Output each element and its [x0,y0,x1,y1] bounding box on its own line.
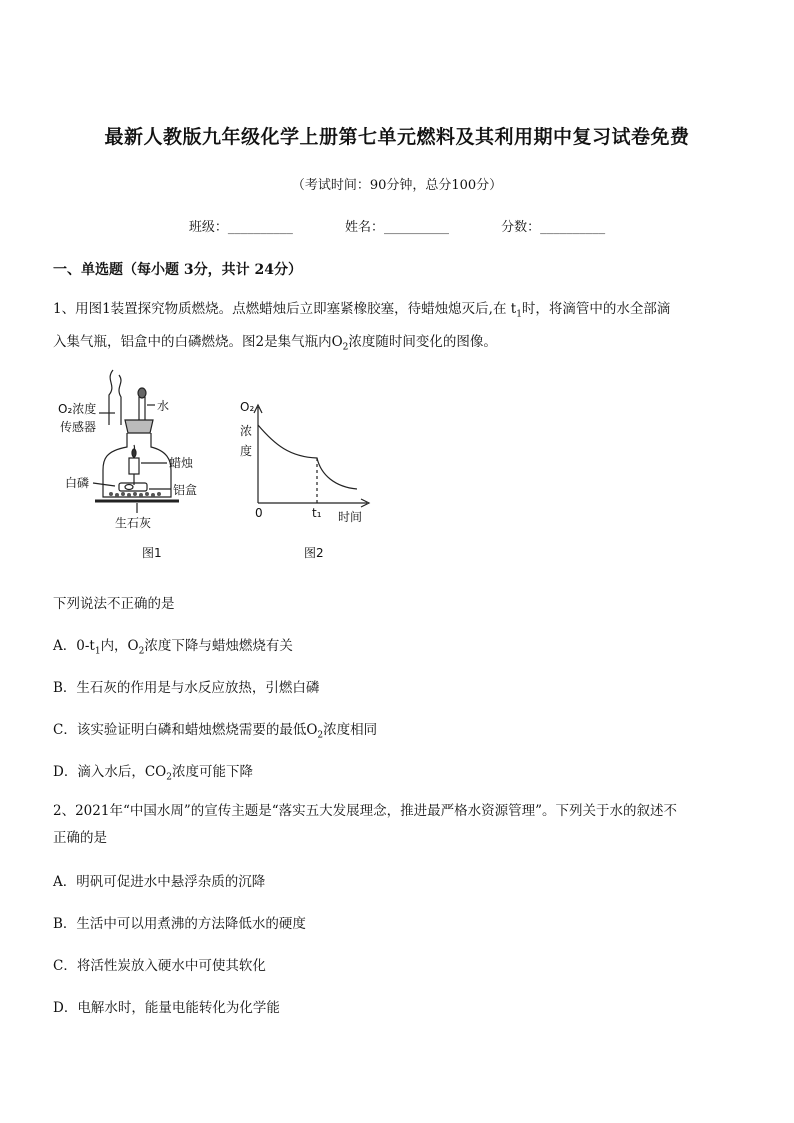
graph-origin: 0 [255,506,263,520]
apparatus-and-graph [55,365,385,565]
label-aluminum-box: 铝盒 [173,483,198,497]
o2-concentration-curve [258,425,357,489]
name-field: 姓名：__________ [344,220,449,235]
exam-subtitle: （考试时间：90分钟，总分100分） [291,178,503,193]
page-title: 最新人教版九年级化学上册第七单元燃料及其利用期中复习试卷免费 [104,126,690,148]
student-info-row [0,216,794,235]
question-2-option-c: C．将活性炭放入硬水中可使其软化 [53,958,266,974]
question-1-stem: 下列说法不正确的是 [53,596,175,612]
figure-2-graph [254,405,369,507]
graph-ylabel-du: 度 [240,444,253,458]
question-1-option-a: A．$0-t_1$内，$O_2$浓度下降与蜡烛燃烧有关 [53,638,293,657]
question-2-option-a: A．明矾可促进水中悬浮杂质的沉降 [53,874,266,890]
label-white-phosphorus: 白磷 [65,476,90,490]
question-1-option-b: B．生石灰的作用是与水反应放热，引燃白磷 [53,680,320,696]
question-1-option-c: C．该实验证明白磷和蜡烛燃烧需要的最低$O_2$浓度相同 [53,722,378,741]
label-sensor-line1: O₂浓度 [58,402,97,416]
graph-ylabel-o2: O₂ [240,400,255,414]
figure-2-caption: 图2 [304,546,324,560]
label-sensor-line2: 传感器 [60,420,97,434]
label-candle: 蜡烛 [169,456,194,470]
question-1-option-d: D．滴入水后，$CO_2$浓度可能下降 [53,764,253,783]
label-water: 水 [157,399,170,413]
graph-t1: t₁ [312,506,322,520]
class-field: 班级：__________ [188,220,293,235]
figure-1-caption: 图1 [142,546,162,560]
figure-1-apparatus [93,370,179,513]
section-heading: 一、单选题（每小题 3分，共计 24分） [53,262,302,278]
graph-xlabel: 时间 [338,510,363,524]
score-field: 分数：__________ [501,220,606,235]
question-1-text: 1、用图1装置探究物质燃烧。点燃蜡烛后立即塞紧橡胶塞，待蜡烛熄灭后,在 $t_1$时，将滴管中的水全部滴 入集气瓶，铝盒中的白磷燃烧。图2是集气瓶内$O_2$浓度随时间变化的图像。 [53,301,671,353]
question-1-figures [55,365,385,565]
graph-ylabel-nong: 浓 [240,424,253,438]
question-2-option-d: D．电解水时，能量电能转化为化学能 [53,1000,280,1016]
label-quicklime: 生石灰 [115,516,152,530]
question-2-text: 2、2021年“中国水周”的宣传主题是“落实五大发展理念，推进最严格水资源管理”。下列关于水的叙述不 正确的是 [53,803,678,846]
question-2-option-b: B．生活中可以用煮沸的方法降低水的硬度 [53,916,306,932]
